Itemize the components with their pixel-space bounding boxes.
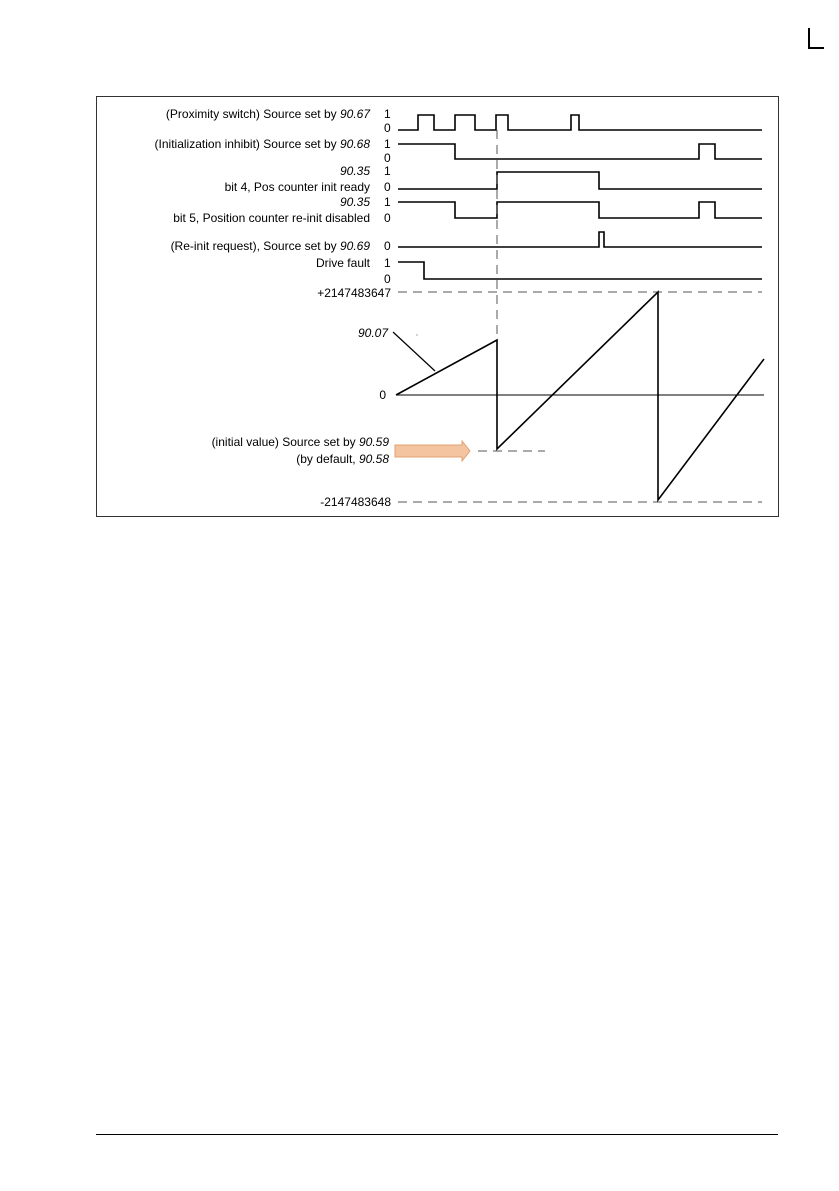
- label-initial-value: (initial value) Source set by 90.59: [211, 435, 389, 449]
- leader-dot: [416, 334, 417, 335]
- label-drive-fault: Drive fault: [315, 256, 370, 270]
- level-init-inhibit-low: 0: [384, 151, 391, 165]
- label-pos-init-ready-ref: 90.35: [339, 164, 370, 178]
- level-reinit-disabled-low: 0: [384, 211, 391, 225]
- waveform-counter: [396, 292, 764, 500]
- waveform-init-inhibit: [398, 144, 762, 159]
- label-counter-zero: 0: [379, 388, 386, 402]
- leader-line-param: [393, 332, 435, 371]
- level-reinit-request-low: 0: [384, 239, 391, 253]
- initial-value-arrow: [395, 441, 470, 461]
- label-default-value: (by default, 90.58: [296, 452, 389, 466]
- waveform-reinit-disabled: [398, 202, 762, 218]
- label-counter-min: -2147483648: [320, 495, 391, 509]
- label-init-inhibit: (Initialization inhibit) Source set by 90.68: [154, 137, 370, 151]
- footer-rule: [96, 1134, 778, 1135]
- level-reinit-disabled-high: 1: [384, 195, 391, 209]
- level-pos-init-ready-high: 1: [384, 164, 391, 178]
- label-reinit-request: (Re-init request), Source set by 90.69: [170, 239, 370, 253]
- waveform-pos-init-ready: [398, 172, 762, 189]
- waveform-proximity: [398, 115, 762, 130]
- label-reinit-disabled-ref: 90.35: [339, 195, 370, 209]
- level-pos-init-ready-low: 0: [384, 180, 391, 194]
- level-proximity-high: 1: [384, 107, 391, 121]
- label-pos-init-ready: bit 4, Pos counter init ready: [224, 180, 370, 194]
- level-drive-fault-low: 0: [384, 272, 391, 286]
- level-drive-fault-high: 1: [384, 256, 391, 270]
- label-counter-param: 90.07: [357, 326, 388, 340]
- label-reinit-disabled: bit 5, Position counter re-init disabled: [173, 211, 370, 225]
- waveform-drive-fault: [398, 262, 762, 279]
- level-proximity-low: 0: [384, 121, 391, 135]
- waveform-reinit-request: [398, 232, 762, 247]
- label-proximity: (Proximity switch) Source set by 90.67: [165, 107, 370, 121]
- level-init-inhibit-high: 1: [384, 137, 391, 151]
- label-counter-max: +2147483647: [317, 286, 391, 300]
